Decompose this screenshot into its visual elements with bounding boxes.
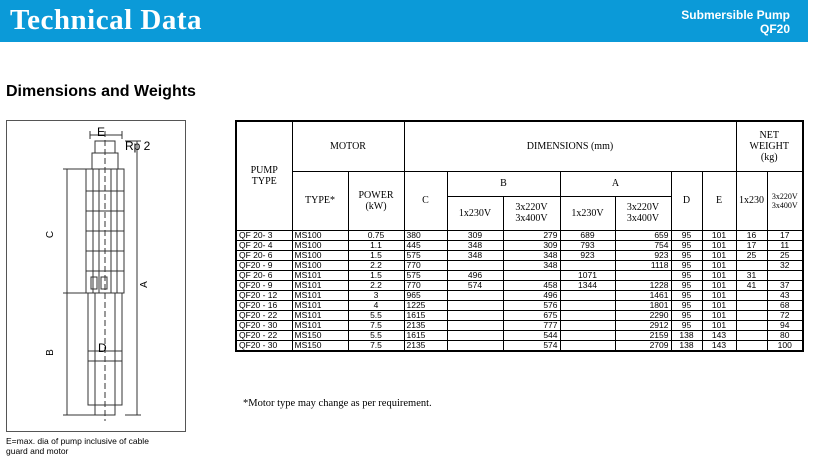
table-cell: 11 [767, 240, 803, 250]
table-cell: 2.2 [348, 280, 404, 290]
table-cell: MS101 [292, 310, 348, 320]
table-row [236, 260, 803, 270]
pump-dimension-drawing [6, 120, 186, 432]
table-cell: 101 [702, 320, 736, 330]
table-cell: 101 [702, 290, 736, 300]
table-cell: 17 [736, 240, 767, 250]
table-cell: 101 [702, 300, 736, 310]
table-cell: 965 [404, 290, 447, 300]
col-a-3x-header [615, 196, 671, 230]
table-cell: QF20 - 22 [236, 310, 292, 320]
table-cell: 2.2 [348, 260, 404, 270]
header-text: NET [759, 129, 779, 141]
table-cell: 2135 [404, 340, 447, 351]
table-cell: 2135 [404, 320, 447, 330]
table-cell: 923 [560, 250, 615, 260]
table-cell: 1615 [404, 330, 447, 340]
table-cell: 659 [615, 230, 671, 240]
caption-line-2: guard and motor [6, 446, 69, 456]
col-net-weight-header [736, 121, 803, 171]
table-cell: 348 [503, 260, 560, 270]
table-cell: 575 [404, 250, 447, 260]
col-weight-3x-header [767, 171, 803, 230]
table-cell: 37 [767, 280, 803, 290]
header-text: POWER [358, 189, 394, 201]
table-row [236, 280, 803, 290]
table-cell: 754 [615, 240, 671, 250]
label-a: A [138, 281, 150, 288]
header-text: 3x400V [771, 200, 798, 210]
table-cell: 1.5 [348, 250, 404, 260]
table-cell: QF20 - 30 [236, 320, 292, 330]
header-text: 3x400V [515, 213, 548, 224]
table-cell: 348 [447, 250, 503, 260]
table-cell: 544 [503, 330, 560, 340]
table-row [236, 290, 803, 300]
header-text: 3x220V [626, 202, 660, 213]
table-cell: 574 [503, 340, 560, 351]
table-cell: QF20 - 22 [236, 330, 292, 340]
table-cell: QF 20- 6 [236, 270, 292, 280]
table-cell: 770 [404, 280, 447, 290]
table-cell: 68 [767, 300, 803, 310]
table-row [236, 230, 803, 240]
header-banner [0, 0, 808, 42]
section-title: Dimensions and Weights [6, 83, 196, 100]
col-power-header [348, 171, 404, 230]
table-row [236, 240, 803, 250]
table-cell [736, 300, 767, 310]
table-cell: 101 [702, 270, 736, 280]
table-cell: 94 [767, 320, 803, 330]
pump-outline-svg [7, 121, 185, 431]
table-cell [447, 320, 503, 330]
table-cell: 5.5 [348, 330, 404, 340]
table-cell: QF20 - 9 [236, 280, 292, 290]
table-cell: MS101 [292, 320, 348, 330]
table-cell: MS100 [292, 260, 348, 270]
table-cell: 1344 [560, 280, 615, 290]
table-cell: 138 [671, 330, 702, 340]
table-cell: QF20 - 30 [236, 340, 292, 351]
col-weight-1x-header: 1x230 [736, 171, 767, 230]
dimensions-table [235, 120, 804, 352]
table-cell: 2709 [615, 340, 671, 351]
table-cell: QF 20- 4 [236, 240, 292, 250]
table-cell: 675 [503, 310, 560, 320]
table-cell: 101 [702, 310, 736, 320]
table-cell [736, 290, 767, 300]
table-cell: 95 [671, 230, 702, 240]
table-cell: QF 20- 6 [236, 250, 292, 260]
table-cell: 95 [671, 260, 702, 270]
table-cell: 777 [503, 320, 560, 330]
table-cell: 2290 [615, 310, 671, 320]
table-cell: 1071 [560, 270, 615, 280]
table-cell: 1118 [615, 260, 671, 270]
table-cell [767, 270, 803, 280]
table-row [236, 340, 803, 351]
drawing-caption [6, 436, 206, 456]
table-cell: 3 [348, 290, 404, 300]
col-c-header: C [404, 171, 447, 230]
table-cell [560, 330, 615, 340]
table-cell: 445 [404, 240, 447, 250]
table-cell: 496 [503, 290, 560, 300]
table-cell: 279 [503, 230, 560, 240]
table-cell: 95 [671, 300, 702, 310]
table-cell: 689 [560, 230, 615, 240]
table-cell: 72 [767, 310, 803, 320]
page-title: Technical Data [10, 4, 203, 36]
table-cell: 348 [447, 240, 503, 250]
col-a-1x-header: 1x230V [560, 196, 615, 230]
table-cell: 2159 [615, 330, 671, 340]
table-cell: 25 [767, 250, 803, 260]
table-cell [615, 270, 671, 280]
table-cell: 143 [702, 330, 736, 340]
table-cell: 138 [671, 340, 702, 351]
col-a-header: A [560, 171, 671, 196]
table-cell: 1461 [615, 290, 671, 300]
table-cell: 7.5 [348, 340, 404, 351]
label-d: D [98, 341, 107, 355]
table-cell: MS100 [292, 240, 348, 250]
table-cell: 80 [767, 330, 803, 340]
table-cell: 101 [702, 230, 736, 240]
table-cell: 32 [767, 260, 803, 270]
table-cell: MS100 [292, 250, 348, 260]
table-cell: 575 [404, 270, 447, 280]
col-b-3x-header [503, 196, 560, 230]
table-cell: 95 [671, 280, 702, 290]
table-cell: 1.5 [348, 270, 404, 280]
table-cell: 1225 [404, 300, 447, 310]
table-row [236, 250, 803, 260]
header-text: PUMP [250, 164, 278, 176]
table-cell: MS101 [292, 290, 348, 300]
table-cell: 309 [503, 240, 560, 250]
table-cell: 576 [503, 300, 560, 310]
col-d-header: D [671, 171, 702, 230]
table-cell [736, 260, 767, 270]
table-cell: 793 [560, 240, 615, 250]
label-c: C [45, 230, 57, 239]
table-cell: 1.1 [348, 240, 404, 250]
table-cell: 95 [671, 270, 702, 280]
table-cell: 1615 [404, 310, 447, 320]
table-cell: 7.5 [348, 320, 404, 330]
table-cell: 16 [736, 230, 767, 240]
header-text: (kW) [365, 200, 387, 212]
table-cell: 17 [767, 230, 803, 240]
table-cell: QF20 - 9 [236, 260, 292, 270]
table-cell: 1228 [615, 280, 671, 290]
table-row [236, 320, 803, 330]
table-cell: 95 [671, 310, 702, 320]
table-row [236, 310, 803, 320]
col-e-header: E [702, 171, 736, 230]
table-cell: 309 [447, 230, 503, 240]
table-cell: 100 [767, 340, 803, 351]
table-row [236, 270, 803, 280]
col-dimensions-header: DIMENSIONS (mm) [404, 121, 736, 171]
table-cell [447, 330, 503, 340]
table-cell [736, 340, 767, 351]
table-cell: MS150 [292, 330, 348, 340]
caption-line-1: E=max. dia of pump inclusive of cable [6, 436, 149, 446]
table-cell [736, 330, 767, 340]
table-cell: MS101 [292, 300, 348, 310]
table-cell: 31 [736, 270, 767, 280]
col-type-header: TYPE* [292, 171, 348, 230]
table-cell: 101 [702, 240, 736, 250]
table-cell: MS101 [292, 280, 348, 290]
table-cell: 574 [447, 280, 503, 290]
table-cell [736, 310, 767, 320]
table-cell [447, 300, 503, 310]
table-row [236, 300, 803, 310]
table-cell: 0.75 [348, 230, 404, 240]
table-cell: 380 [404, 230, 447, 240]
table-row [236, 330, 803, 340]
col-b-1x-header: 1x230V [447, 196, 503, 230]
label-e: E [97, 125, 106, 139]
col-b-header: B [447, 171, 560, 196]
table-cell: 43 [767, 290, 803, 300]
footnote: *Motor type may change as per requirement. [243, 398, 432, 409]
table-cell [736, 320, 767, 330]
label-b: B [44, 349, 56, 356]
table-cell: 496 [447, 270, 503, 280]
dimensions-table-wrapper [235, 120, 804, 352]
table-cell: MS100 [292, 230, 348, 240]
label-rp: Rp 2 [125, 139, 151, 153]
table-cell: 348 [503, 250, 560, 260]
table-cell: 458 [503, 280, 560, 290]
header-text: (kg) [760, 151, 778, 163]
table-cell [447, 340, 503, 351]
table-cell [560, 320, 615, 330]
product-name: Submersible Pump [681, 8, 790, 22]
table-cell [560, 300, 615, 310]
table-cell: 95 [671, 290, 702, 300]
table-cell [560, 260, 615, 270]
table-cell: 41 [736, 280, 767, 290]
table-cell: 4 [348, 300, 404, 310]
table-body [236, 230, 803, 351]
table-cell [447, 260, 503, 270]
table-cell: 95 [671, 320, 702, 330]
table-cell [560, 340, 615, 351]
table-cell: 95 [671, 240, 702, 250]
header-text: 3x220V [771, 191, 798, 201]
header-text: 3x400V [626, 213, 660, 224]
header-text: 3x220V [515, 202, 548, 213]
table-cell [447, 290, 503, 300]
table-cell: 770 [404, 260, 447, 270]
table-cell: 143 [702, 340, 736, 351]
header-text: TYPE [251, 175, 277, 187]
table-cell [447, 310, 503, 320]
table-cell: 2912 [615, 320, 671, 330]
table-cell [560, 310, 615, 320]
table-cell: 101 [702, 260, 736, 270]
col-motor-header: MOTOR [292, 121, 404, 171]
table-cell: 923 [615, 250, 671, 260]
col-pump-type-header [236, 121, 292, 230]
table-cell: 101 [702, 280, 736, 290]
table-cell: 5.5 [348, 310, 404, 320]
table-cell: MS150 [292, 340, 348, 351]
table-cell: MS101 [292, 270, 348, 280]
header-text: WEIGHT [749, 140, 789, 152]
table-cell: 95 [671, 250, 702, 260]
product-model: QF20 [759, 22, 790, 36]
table-cell: 25 [736, 250, 767, 260]
table-cell: 1801 [615, 300, 671, 310]
table-cell: 101 [702, 250, 736, 260]
table-cell: QF 20- 3 [236, 230, 292, 240]
table-cell: QF20 - 16 [236, 300, 292, 310]
table-cell [560, 290, 615, 300]
table-cell: QF20 - 12 [236, 290, 292, 300]
table-cell [503, 270, 560, 280]
